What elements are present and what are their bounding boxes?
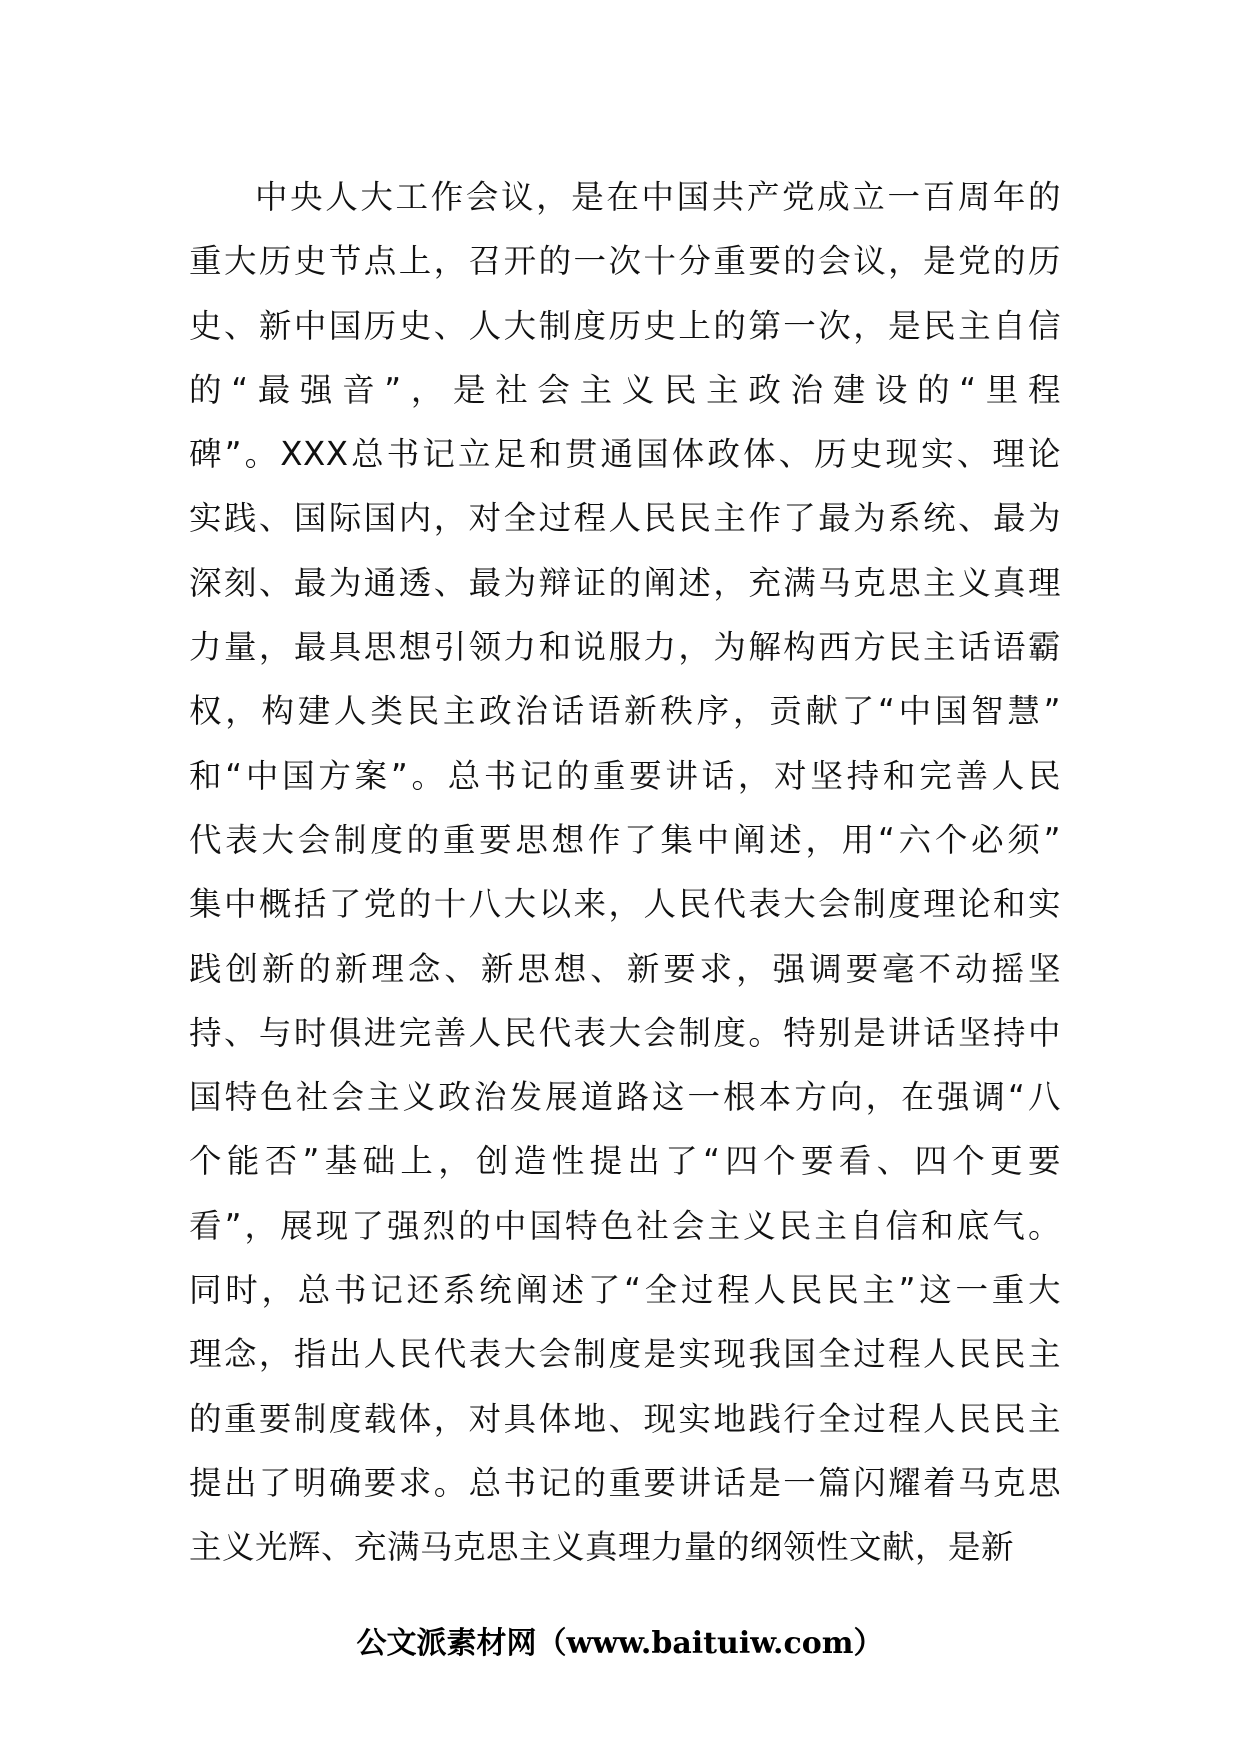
paragraph-line: 提出了明确要求。总书记的重要讲话是一篇闪耀着马克思 xyxy=(189,1463,1061,1502)
paragraph-line: 和“中国方案”。总书记的重要讲话，对坚持和完善人民 xyxy=(189,756,1061,795)
paragraph-line: 权，构建人类民主政治话语新秩序，贡献了“中国智慧” xyxy=(189,692,1061,731)
paragraph-line: 中央人大工作会议，是在中国共产党成立一百周年的 xyxy=(255,178,1061,216)
paragraph-line: 史、新中国历史、人大制度历史上的第一次，是民主自信 xyxy=(189,306,1061,345)
paragraph-line: 力量，最具思想引领力和说服力，为解构西方民主话语霸 xyxy=(189,628,1061,667)
paragraph-line: 主义光辉、充满马克思主义真理力量的纲领性文献，是新 xyxy=(189,1528,1015,1567)
paragraph-line: 看”，展现了强烈的中国特色社会主义民主自信和底气。 xyxy=(189,1206,1061,1245)
paragraph-line: 持、与时俱进完善人民代表大会制度。特别是讲话坚持中 xyxy=(189,1013,1061,1052)
paragraph-line: 的“最强音”，是社会主义民主政治建设的“里程 xyxy=(189,370,1061,409)
paragraph-line: 国特色社会主义政治发展道路这一根本方向，在强调“八 xyxy=(189,1078,1061,1117)
page-footer-watermark: 公文派素材网（www.baituiw.com） xyxy=(356,1626,884,1661)
paragraph-line: 实践、国际国内，对全过程人民民主作了最为系统、最为 xyxy=(189,499,1061,538)
paragraph-line: 理念，指出人民代表大会制度是实现我国全过程人民民主 xyxy=(189,1335,1061,1374)
paragraph-line: 代表大会制度的重要思想作了集中阐述，用“六个必须” xyxy=(189,820,1061,859)
paragraph-line: 集中概括了党的十八大以来，人民代表大会制度理论和实 xyxy=(189,885,1061,924)
paragraph-line: 践创新的新理念、新思想、新要求，强调要毫不动摇坚 xyxy=(189,949,1061,988)
paragraph-line: 碑”。XXX总书记立足和贯通国体政体、历史现实、理论 xyxy=(189,435,1061,474)
body-paragraph xyxy=(189,165,1061,1580)
paragraph-line: 重大历史节点上，召开的一次十分重要的会议，是党的历 xyxy=(189,242,1061,281)
paragraph-line: 个能否”基础上，创造性提出了“四个要看、四个更要 xyxy=(189,1142,1061,1181)
paragraph-line: 同时，总书记还系统阐述了“全过程人民民主”这一重大 xyxy=(189,1271,1061,1310)
paragraph-line: 深刻、最为通透、最为辩证的阐述，充满马克思主义真理 xyxy=(189,563,1061,602)
paragraph-line: 的重要制度载体，对具体地、现实地践行全过程人民民主 xyxy=(189,1399,1061,1438)
